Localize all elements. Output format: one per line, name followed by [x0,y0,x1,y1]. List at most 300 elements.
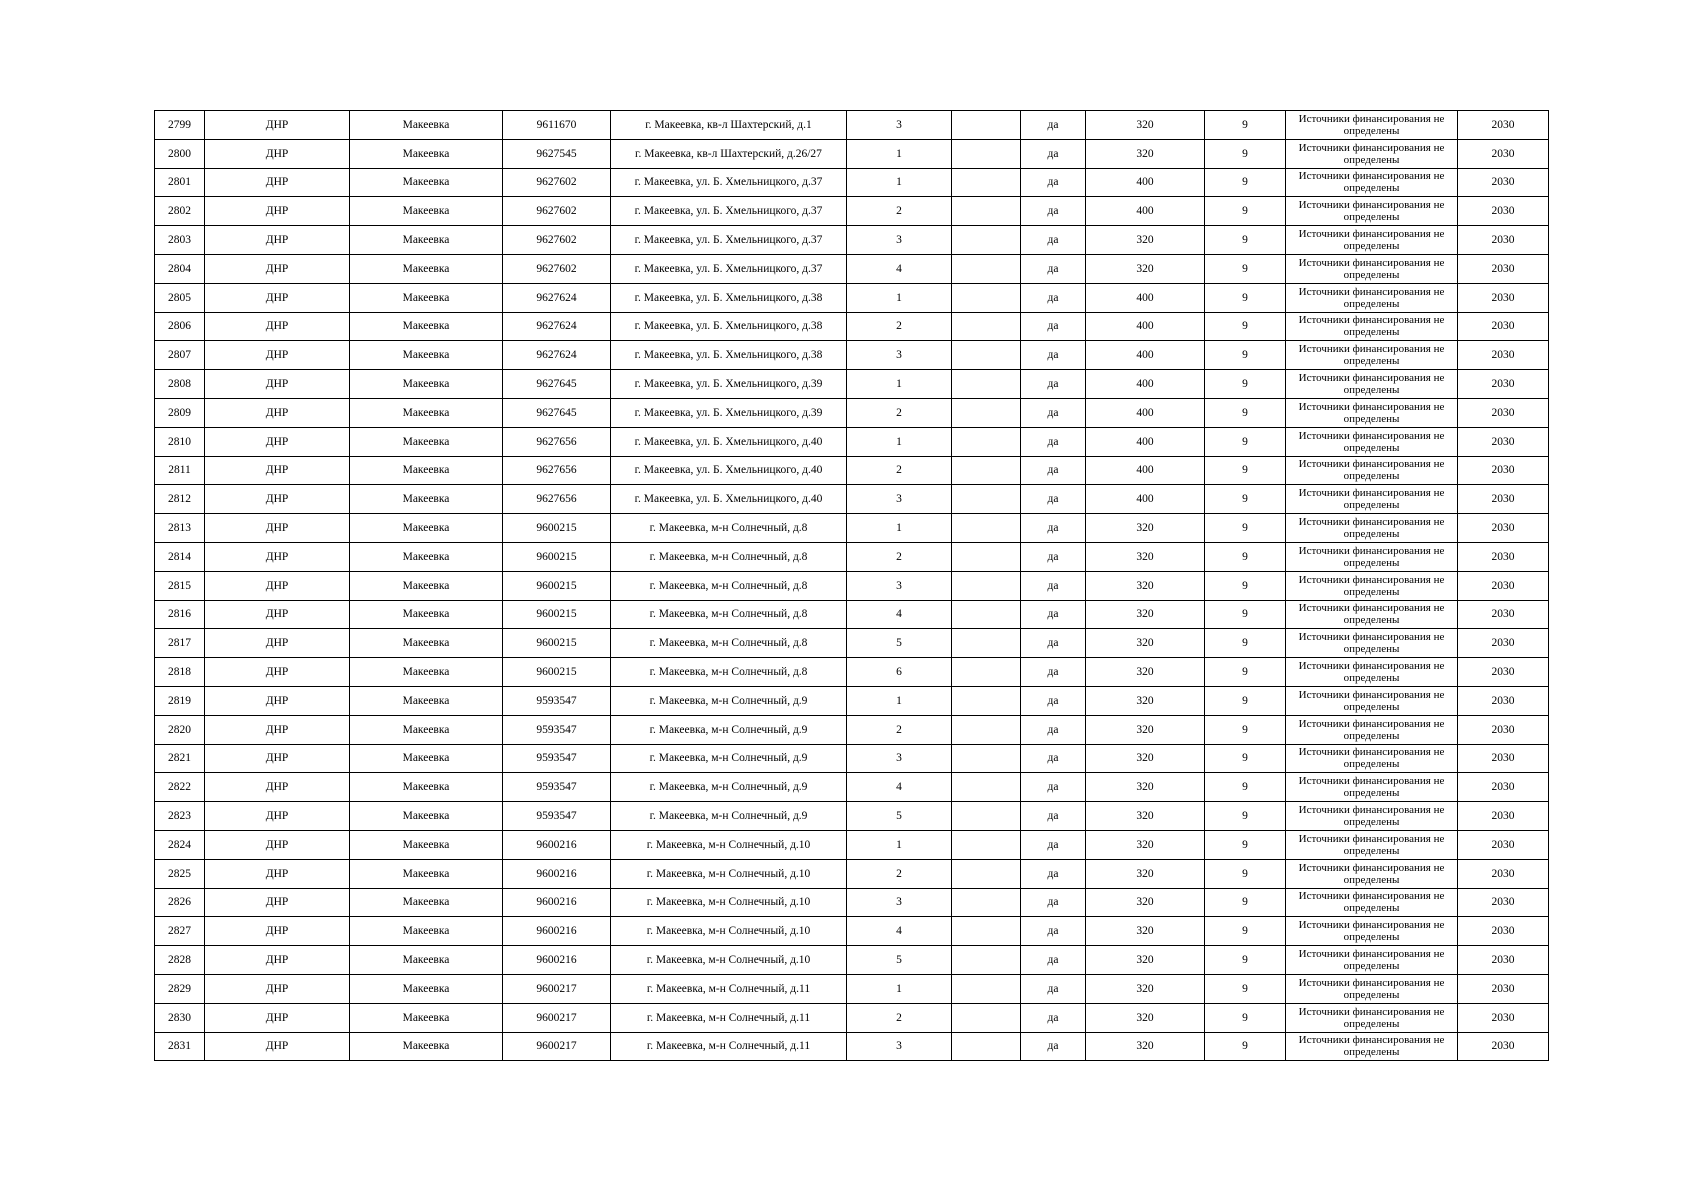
row-number-cell: 2810 [155,427,205,456]
year-cell: 2030 [1458,773,1549,802]
floors-cell: 9 [1205,514,1286,543]
city-cell: Макеевка [350,341,503,370]
data-table [154,110,1549,1061]
empty-cell [952,744,1021,773]
city-cell: Макеевка [350,542,503,571]
entrance-cell: 5 [847,629,952,658]
entrance-cell: 3 [847,111,952,140]
entrance-cell: 1 [847,427,952,456]
floors-cell: 9 [1205,629,1286,658]
capacity-cell: 320 [1086,514,1205,543]
address-cell: г. Макеевка, м-н Солнечный, д.10 [611,888,847,917]
city-cell: Макеевка [350,888,503,917]
table-row [155,226,1549,255]
floors-cell: 9 [1205,485,1286,514]
region-cell: ДНР [205,485,350,514]
table-row [155,427,1549,456]
address-cell: г. Макеевка, м-н Солнечный, д.10 [611,946,847,975]
region-cell: ДНР [205,254,350,283]
year-cell: 2030 [1458,254,1549,283]
flag-cell: да [1021,456,1086,485]
object-code-cell: 9600215 [503,600,611,629]
capacity-cell: 320 [1086,946,1205,975]
empty-cell [952,629,1021,658]
empty-cell [952,974,1021,1003]
funding-source-cell: Источники финансирования не определены [1286,658,1458,687]
empty-cell [952,600,1021,629]
empty-cell [952,658,1021,687]
object-code-cell: 9627645 [503,370,611,399]
capacity-cell: 320 [1086,254,1205,283]
floors-cell: 9 [1205,398,1286,427]
entrance-cell: 2 [847,398,952,427]
capacity-cell: 400 [1086,398,1205,427]
region-cell: ДНР [205,859,350,888]
flag-cell: да [1021,600,1086,629]
table-row [155,254,1549,283]
funding-source-cell: Источники финансирования не определены [1286,917,1458,946]
funding-source-cell: Источники финансирования не определены [1286,744,1458,773]
capacity-cell: 320 [1086,1003,1205,1032]
capacity-cell: 400 [1086,485,1205,514]
region-cell: ДНР [205,139,350,168]
capacity-cell: 400 [1086,312,1205,341]
address-cell: г. Макеевка, м-н Солнечный, д.9 [611,773,847,802]
address-cell: г. Макеевка, ул. Б. Хмельницкого, д.38 [611,283,847,312]
address-cell: г. Макеевка, ул. Б. Хмельницкого, д.37 [611,226,847,255]
flag-cell: да [1021,830,1086,859]
entrance-cell: 1 [847,974,952,1003]
address-cell: г. Макеевка, ул. Б. Хмельницкого, д.37 [611,254,847,283]
capacity-cell: 400 [1086,283,1205,312]
city-cell: Макеевка [350,111,503,140]
row-number-cell: 2806 [155,312,205,341]
address-cell: г. Макеевка, ул. Б. Хмельницкого, д.39 [611,370,847,399]
entrance-cell: 5 [847,946,952,975]
city-cell: Макеевка [350,974,503,1003]
row-number-cell: 2804 [155,254,205,283]
floors-cell: 9 [1205,974,1286,1003]
address-cell: г. Макеевка, м-н Солнечный, д.8 [611,542,847,571]
capacity-cell: 320 [1086,974,1205,1003]
table-row [155,168,1549,197]
floors-cell: 9 [1205,715,1286,744]
year-cell: 2030 [1458,312,1549,341]
entrance-cell: 3 [847,571,952,600]
region-cell: ДНР [205,802,350,831]
row-number-cell: 2824 [155,830,205,859]
year-cell: 2030 [1458,802,1549,831]
empty-cell [952,946,1021,975]
flag-cell: да [1021,542,1086,571]
year-cell: 2030 [1458,658,1549,687]
row-number-cell: 2826 [155,888,205,917]
table-row [155,139,1549,168]
floors-cell: 9 [1205,773,1286,802]
year-cell: 2030 [1458,398,1549,427]
floors-cell: 9 [1205,542,1286,571]
floors-cell: 9 [1205,456,1286,485]
row-number-cell: 2831 [155,1032,205,1061]
floors-cell: 9 [1205,600,1286,629]
table-body [155,111,1549,1061]
flag-cell: да [1021,370,1086,399]
flag-cell: да [1021,139,1086,168]
region-cell: ДНР [205,283,350,312]
row-number-cell: 2800 [155,139,205,168]
object-code-cell: 9627656 [503,485,611,514]
floors-cell: 9 [1205,1032,1286,1061]
entrance-cell: 3 [847,485,952,514]
address-cell: г. Макеевка, м-н Солнечный, д.11 [611,1003,847,1032]
object-code-cell: 9627602 [503,197,611,226]
row-number-cell: 2825 [155,859,205,888]
year-cell: 2030 [1458,917,1549,946]
address-cell: г. Макеевка, м-н Солнечный, д.11 [611,1032,847,1061]
floors-cell: 9 [1205,427,1286,456]
table-row [155,283,1549,312]
table-row [155,773,1549,802]
floors-cell: 9 [1205,341,1286,370]
floors-cell: 9 [1205,888,1286,917]
city-cell: Макеевка [350,485,503,514]
address-cell: г. Макеевка, ул. Б. Хмельницкого, д.40 [611,427,847,456]
year-cell: 2030 [1458,600,1549,629]
city-cell: Макеевка [350,715,503,744]
empty-cell [952,427,1021,456]
address-cell: г. Макеевка, м-н Солнечный, д.10 [611,917,847,946]
table-row [155,888,1549,917]
object-code-cell: 9593547 [503,686,611,715]
row-number-cell: 2807 [155,341,205,370]
object-code-cell: 9627624 [503,283,611,312]
entrance-cell: 4 [847,600,952,629]
table-row [155,514,1549,543]
region-cell: ДНР [205,571,350,600]
city-cell: Макеевка [350,571,503,600]
funding-source-cell: Источники финансирования не определены [1286,974,1458,1003]
funding-source-cell: Источники финансирования не определены [1286,427,1458,456]
object-code-cell: 9600215 [503,658,611,687]
entrance-cell: 4 [847,254,952,283]
year-cell: 2030 [1458,485,1549,514]
table-row [155,341,1549,370]
year-cell: 2030 [1458,744,1549,773]
capacity-cell: 320 [1086,226,1205,255]
flag-cell: да [1021,514,1086,543]
flag-cell: да [1021,341,1086,370]
address-cell: г. Макеевка, ул. Б. Хмельницкого, д.39 [611,398,847,427]
row-number-cell: 2816 [155,600,205,629]
capacity-cell: 320 [1086,571,1205,600]
year-cell: 2030 [1458,370,1549,399]
entrance-cell: 1 [847,283,952,312]
flag-cell: да [1021,658,1086,687]
empty-cell [952,254,1021,283]
table-row [155,111,1549,140]
empty-cell [952,370,1021,399]
table-row [155,1032,1549,1061]
entrance-cell: 2 [847,715,952,744]
capacity-cell: 320 [1086,111,1205,140]
empty-cell [952,485,1021,514]
address-cell: г. Макеевка, м-н Солнечный, д.9 [611,686,847,715]
city-cell: Макеевка [350,744,503,773]
city-cell: Макеевка [350,456,503,485]
table-row [155,946,1549,975]
flag-cell: да [1021,888,1086,917]
object-code-cell: 9600217 [503,974,611,1003]
city-cell: Макеевка [350,398,503,427]
entrance-cell: 1 [847,686,952,715]
entrance-cell: 2 [847,197,952,226]
funding-source-cell: Источники финансирования не определены [1286,629,1458,658]
flag-cell: да [1021,168,1086,197]
table-row [155,197,1549,226]
region-cell: ДНР [205,830,350,859]
capacity-cell: 320 [1086,859,1205,888]
year-cell: 2030 [1458,542,1549,571]
empty-cell [952,197,1021,226]
row-number-cell: 2829 [155,974,205,1003]
entrance-cell: 3 [847,1032,952,1061]
region-cell: ДНР [205,226,350,255]
region-cell: ДНР [205,744,350,773]
year-cell: 2030 [1458,283,1549,312]
empty-cell [952,168,1021,197]
object-code-cell: 9627656 [503,456,611,485]
table-row [155,830,1549,859]
floors-cell: 9 [1205,197,1286,226]
object-code-cell: 9600217 [503,1032,611,1061]
object-code-cell: 9600215 [503,629,611,658]
capacity-cell: 320 [1086,658,1205,687]
address-cell: г. Макеевка, ул. Б. Хмельницкого, д.37 [611,197,847,226]
object-code-cell: 9593547 [503,802,611,831]
capacity-cell: 400 [1086,168,1205,197]
funding-source-cell: Источники финансирования не определены [1286,197,1458,226]
city-cell: Макеевка [350,658,503,687]
year-cell: 2030 [1458,139,1549,168]
flag-cell: да [1021,946,1086,975]
entrance-cell: 3 [847,341,952,370]
floors-cell: 9 [1205,917,1286,946]
funding-source-cell: Источники финансирования не определены [1286,514,1458,543]
entrance-cell: 3 [847,744,952,773]
empty-cell [952,456,1021,485]
capacity-cell: 320 [1086,744,1205,773]
city-cell: Макеевка [350,946,503,975]
object-code-cell: 9593547 [503,744,611,773]
table-row [155,312,1549,341]
region-cell: ДНР [205,686,350,715]
entrance-cell: 1 [847,370,952,399]
city-cell: Макеевка [350,139,503,168]
object-code-cell: 9627545 [503,139,611,168]
object-code-cell: 9611670 [503,111,611,140]
object-code-cell: 9593547 [503,773,611,802]
object-code-cell: 9627645 [503,398,611,427]
capacity-cell: 320 [1086,802,1205,831]
funding-source-cell: Источники финансирования не определены [1286,715,1458,744]
entrance-cell: 2 [847,456,952,485]
flag-cell: да [1021,686,1086,715]
city-cell: Макеевка [350,859,503,888]
flag-cell: да [1021,629,1086,658]
funding-source-cell: Источники финансирования не определены [1286,485,1458,514]
region-cell: ДНР [205,312,350,341]
region-cell: ДНР [205,398,350,427]
region-cell: ДНР [205,1003,350,1032]
address-cell: г. Макеевка, м-н Солнечный, д.9 [611,715,847,744]
funding-source-cell: Источники финансирования не определены [1286,283,1458,312]
funding-source-cell: Источники финансирования не определены [1286,341,1458,370]
table-row [155,859,1549,888]
year-cell: 2030 [1458,168,1549,197]
empty-cell [952,773,1021,802]
object-code-cell: 9627624 [503,312,611,341]
city-cell: Макеевка [350,254,503,283]
capacity-cell: 320 [1086,917,1205,946]
flag-cell: да [1021,744,1086,773]
object-code-cell: 9627602 [503,226,611,255]
capacity-cell: 320 [1086,629,1205,658]
flag-cell: да [1021,283,1086,312]
region-cell: ДНР [205,658,350,687]
row-number-cell: 2823 [155,802,205,831]
address-cell: г. Макеевка, м-н Солнечный, д.10 [611,859,847,888]
city-cell: Макеевка [350,514,503,543]
capacity-cell: 320 [1086,139,1205,168]
address-cell: г. Макеевка, м-н Солнечный, д.9 [611,744,847,773]
empty-cell [952,888,1021,917]
empty-cell [952,139,1021,168]
address-cell: г. Макеевка, ул. Б. Хмельницкого, д.40 [611,456,847,485]
city-cell: Макеевка [350,600,503,629]
year-cell: 2030 [1458,686,1549,715]
entrance-cell: 1 [847,830,952,859]
region-cell: ДНР [205,111,350,140]
address-cell: г. Макеевка, м-н Солнечный, д.8 [611,658,847,687]
year-cell: 2030 [1458,1032,1549,1061]
capacity-cell: 400 [1086,456,1205,485]
city-cell: Макеевка [350,629,503,658]
capacity-cell: 400 [1086,341,1205,370]
year-cell: 2030 [1458,456,1549,485]
city-cell: Макеевка [350,168,503,197]
empty-cell [952,802,1021,831]
table-row [155,542,1549,571]
entrance-cell: 4 [847,773,952,802]
funding-source-cell: Источники финансирования не определены [1286,542,1458,571]
empty-cell [952,917,1021,946]
region-cell: ДНР [205,197,350,226]
object-code-cell: 9593547 [503,715,611,744]
funding-source-cell: Источники финансирования не определены [1286,226,1458,255]
table-row [155,571,1549,600]
year-cell: 2030 [1458,341,1549,370]
floors-cell: 9 [1205,139,1286,168]
table-row [155,1003,1549,1032]
year-cell: 2030 [1458,830,1549,859]
funding-source-cell: Источники финансирования не определены [1286,1032,1458,1061]
flag-cell: да [1021,111,1086,140]
flag-cell: да [1021,571,1086,600]
floors-cell: 9 [1205,312,1286,341]
row-number-cell: 2820 [155,715,205,744]
flag-cell: да [1021,859,1086,888]
document-page [154,110,1549,1061]
floors-cell: 9 [1205,686,1286,715]
address-cell: г. Макеевка, кв-л Шахтерский, д.26/27 [611,139,847,168]
row-number-cell: 2811 [155,456,205,485]
table-row [155,686,1549,715]
capacity-cell: 320 [1086,773,1205,802]
object-code-cell: 9600215 [503,571,611,600]
city-cell: Макеевка [350,830,503,859]
funding-source-cell: Источники финансирования не определены [1286,859,1458,888]
address-cell: г. Макеевка, ул. Б. Хмельницкого, д.38 [611,312,847,341]
row-number-cell: 2828 [155,946,205,975]
row-number-cell: 2801 [155,168,205,197]
funding-source-cell: Источники финансирования не определены [1286,571,1458,600]
row-number-cell: 2818 [155,658,205,687]
floors-cell: 9 [1205,744,1286,773]
region-cell: ДНР [205,1032,350,1061]
city-cell: Макеевка [350,686,503,715]
row-number-cell: 2815 [155,571,205,600]
row-number-cell: 2802 [155,197,205,226]
entrance-cell: 3 [847,226,952,255]
floors-cell: 9 [1205,946,1286,975]
year-cell: 2030 [1458,974,1549,1003]
flag-cell: да [1021,773,1086,802]
entrance-cell: 6 [847,658,952,687]
funding-source-cell: Источники финансирования не определены [1286,312,1458,341]
capacity-cell: 320 [1086,830,1205,859]
row-number-cell: 2827 [155,917,205,946]
flag-cell: да [1021,254,1086,283]
flag-cell: да [1021,312,1086,341]
address-cell: г. Макеевка, ул. Б. Хмельницкого, д.37 [611,168,847,197]
funding-source-cell: Источники финансирования не определены [1286,600,1458,629]
table-row [155,715,1549,744]
floors-cell: 9 [1205,111,1286,140]
capacity-cell: 320 [1086,715,1205,744]
row-number-cell: 2817 [155,629,205,658]
year-cell: 2030 [1458,111,1549,140]
empty-cell [952,283,1021,312]
row-number-cell: 2812 [155,485,205,514]
row-number-cell: 2803 [155,226,205,255]
floors-cell: 9 [1205,830,1286,859]
floors-cell: 9 [1205,226,1286,255]
row-number-cell: 2799 [155,111,205,140]
year-cell: 2030 [1458,514,1549,543]
capacity-cell: 320 [1086,600,1205,629]
empty-cell [952,1032,1021,1061]
object-code-cell: 9627624 [503,341,611,370]
funding-source-cell: Источники финансирования не определены [1286,802,1458,831]
funding-source-cell: Источники финансирования не определены [1286,398,1458,427]
floors-cell: 9 [1205,658,1286,687]
year-cell: 2030 [1458,946,1549,975]
year-cell: 2030 [1458,629,1549,658]
region-cell: ДНР [205,917,350,946]
capacity-cell: 400 [1086,427,1205,456]
entrance-cell: 2 [847,1003,952,1032]
empty-cell [952,312,1021,341]
